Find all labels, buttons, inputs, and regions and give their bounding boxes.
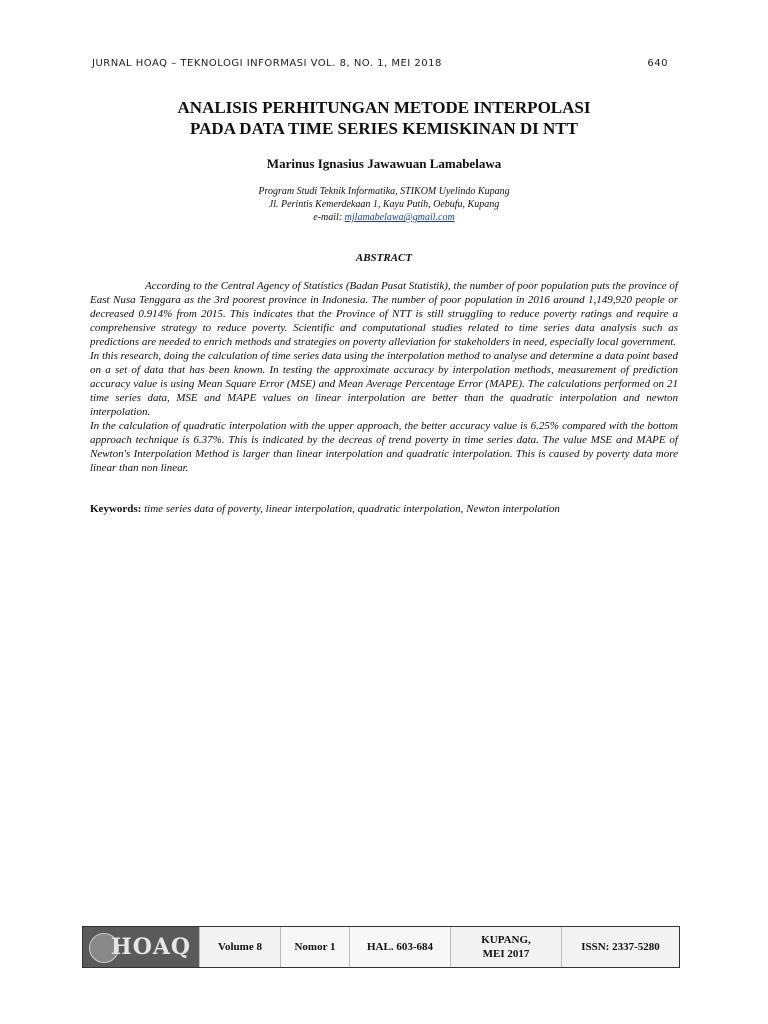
email-link[interactable]: mjlamabelawa@gmail.com — [344, 212, 455, 223]
journal-logo — [83, 927, 199, 967]
page-number: 640 — [647, 58, 668, 69]
title-line-1: ANALISIS PERHITUNGAN METODE INTERPOLASI — [177, 98, 591, 117]
paper-title — [0, 97, 768, 139]
running-header — [92, 58, 668, 76]
email-label: e-mail: — [313, 212, 343, 223]
footer-city-date — [450, 927, 561, 967]
abstract-body — [90, 279, 678, 475]
footer-pages: HAL. 603-684 — [349, 927, 450, 967]
abstract-paragraph-2: In this research, doing the calculation of time series data using the interpolation method to analyse and determine a data point based on a set of data that has been known. In testing the approximate accuracy by interpolation methods, measurement of prediction accuracy value is using Mean Square Error (MSE) and Mean Average Percentage Error (MAPE). The calculations performed on 21 time series data, MSE and MAPE values on linear interpolation are better than the quadratic interpolation and newton interpolation. — [90, 350, 678, 418]
abstract-paragraph-1: According to the Central Agency of Statistics (Badan Pusat Statistik), the number of poor population puts the province of East Nusa Tenggara as the 3rd poorest province in Indonesia. The number of poor population in 2016 around 1,149,920 people or decreased 0.914% from 2015. This indicates that the Province of NTT is still struggling to reduce poverty ratings and require a comprehensive strategy to reduce poverty. Scientific and computational studies related to time series data analysis such as predictions are needed to enrich methods and strategies on poverty alleviation for stakeholders in need, especially local government. — [90, 280, 678, 348]
keywords — [90, 503, 690, 515]
footer-nomor: Nomor 1 — [280, 927, 349, 967]
footer-issn: ISSN: 2337-5280 — [561, 927, 679, 967]
journal-name: JURNAL HOAQ – TEKNOLOGI INFORMASI VOL. 8, NO. 1, MEI 2018 — [92, 58, 442, 69]
title-line-2: PADA DATA TIME SERIES KEMISKINAN DI NTT — [190, 119, 578, 138]
keywords-label: Keywords: — [90, 503, 142, 515]
abstract-heading: ABSTRACT — [355, 252, 413, 264]
abstract-paragraph-3: In the calculation of quadratic interpolation with the upper approach, the better accuracy value is 6.25% compared with the bottom approach technique is 6.37%. This is indicated by the decreas of trend poverty in time series data. The value MSE and MAPE of Newton's Interpolation Method is larger than linear interpolation and quadratic interpolation. This is caused by poverty data more linear than non linear. — [90, 420, 678, 474]
affiliation-email — [0, 212, 768, 223]
journal-footer — [82, 926, 680, 968]
author-name: Marinus Ignasius Jawawuan Lamabelawa — [266, 156, 502, 171]
footer-date: MEI 2017 — [482, 948, 530, 960]
logo-text: HOAQ — [110, 934, 192, 960]
keywords-text: time series data of poverty, linear interpolation, quadratic interpolation, Newton interpolation — [144, 503, 560, 515]
footer-volume: Volume 8 — [199, 927, 280, 967]
affiliation-institution: Program Studi Teknik Informatika, STIKOM Uyelindo Kupang — [258, 186, 510, 197]
footer-city: KUPANG, — [481, 934, 531, 946]
affiliation-address: Jl. Perintis Kemerdekaan 1, Kayu Putih, Oebufu, Kupang — [268, 199, 500, 210]
